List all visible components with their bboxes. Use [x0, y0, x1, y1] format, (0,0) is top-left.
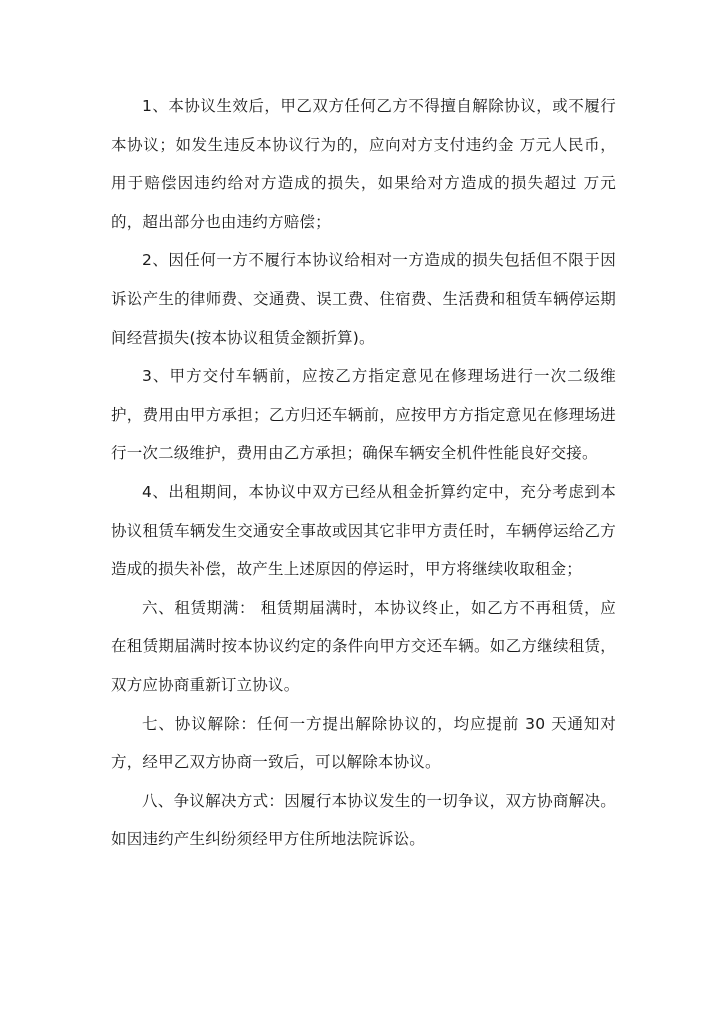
paragraph-breach-penalty: 1、本协议生效后，甲乙双方任何乙方不得擅自解除协议，或不履行本协议；如发生违反本协议行为的，应向对方支付违约金 万元人民币，用于赔偿因违约给对方造成的损失，如果给对方造成的损失超过 万元的，超出部分也由违约方赔偿； [111, 97, 616, 231]
paragraph-loss-scope: 2、因任何一方不履行本协议给相对一方造成的损失包括但不限于因诉讼产生的律师费、交通费、误工费、住宿费、生活费和租赁车辆停运期间经营损失(按本协议租赁金额折算)。 [111, 251, 616, 347]
paragraph-lease-expiry: 六、租赁期满： 租赁期届满时，本协议终止，如乙方不再租赁，应在租赁期届满时按本协议约定的条件向甲方交还车辆。如乙方继续租赁，双方应协商重新订立协议。 [111, 598, 616, 694]
paragraph-rent-during-stoppage: 4、出租期间，本协议中双方已经从租金折算约定中，充分考虑到本协议租赁车辆发生交通安全事故或因其它非甲方责任时，车辆停运给乙方造成的损失补偿，故产生上述原因的停运时，甲方将继续收取租金； [111, 482, 616, 579]
document-body [111, 87, 616, 859]
paragraph-vehicle-maintenance: 3、甲方交付车辆前，应按乙方指定意见在修理场进行一次二级维护，费用由甲方承担；乙方归还车辆前，应按甲方方指定意见在修理场进行一次二级维护，费用由乙方承担；确保车辆安全机件性能良好交接。 [111, 367, 616, 463]
paragraph-termination: 七、协议解除：任何一方提出解除协议的，均应提前 30 天通知对方，经甲乙双方协商一致后，可以解除本协议。 [111, 714, 616, 772]
paragraph-dispute-resolution: 八、争议解决方式：因履行本协议发生的一切争议，双方协商解决。如因违约产生纠纷须经甲方住所地法院诉讼。 [111, 791, 616, 849]
